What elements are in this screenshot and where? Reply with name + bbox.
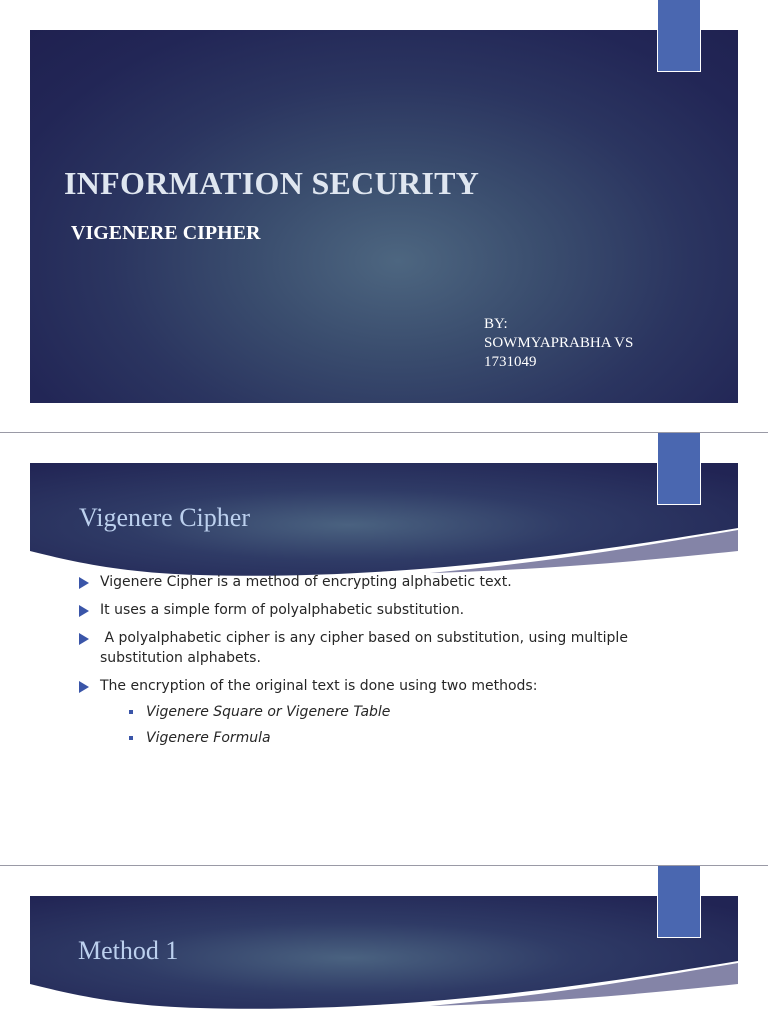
bullet-list (77, 572, 637, 756)
square-bullet-icon (129, 736, 133, 740)
bullet-text: It uses a simple form of polyalphabetic substitution. (100, 602, 465, 618)
slide-1-title (0, 0, 768, 432)
main-title: INFORMATION SECURITY (64, 165, 480, 201)
sub-list-item (100, 702, 637, 722)
bullet-text: A polyalphabetic cipher is any cipher based on substitution, using multiple substitution alphabets. (100, 630, 633, 666)
sub-bullet-text: Vigenere Formula (146, 730, 271, 746)
triangle-bullet-icon (79, 605, 89, 617)
sub-bullet-list (100, 702, 637, 748)
author-id: 1731049 (484, 354, 537, 370)
slide-heading: Vigenere Cipher (79, 503, 250, 532)
list-item (77, 600, 637, 620)
accent-tab (657, 866, 701, 938)
subtitle: VIGENERE CIPHER (71, 222, 261, 244)
list-item (77, 572, 637, 592)
slide-2-vigenere-cipher (0, 433, 768, 865)
slide-heading: Method 1 (78, 936, 179, 965)
triangle-bullet-icon (79, 681, 89, 693)
author-by-label: BY: (484, 316, 508, 332)
sub-list-item (100, 728, 637, 748)
slide-3-method-1 (0, 866, 768, 1024)
author-block (484, 315, 633, 372)
bullet-text: Vigenere Cipher is a method of encrypting alphabetic text. (100, 574, 512, 590)
triangle-bullet-icon (79, 577, 89, 589)
author-name: SOWMYAPRABHA VS (484, 335, 634, 351)
list-item (77, 676, 637, 748)
accent-tab (657, 433, 701, 505)
square-bullet-icon (129, 710, 133, 714)
triangle-bullet-icon (79, 633, 89, 645)
list-item (77, 628, 637, 668)
bullet-text: The encryption of the original text is done using two methods: (100, 678, 538, 694)
accent-tab (657, 0, 701, 72)
sub-bullet-text: Vigenere Square or Vigenere Table (146, 704, 391, 720)
